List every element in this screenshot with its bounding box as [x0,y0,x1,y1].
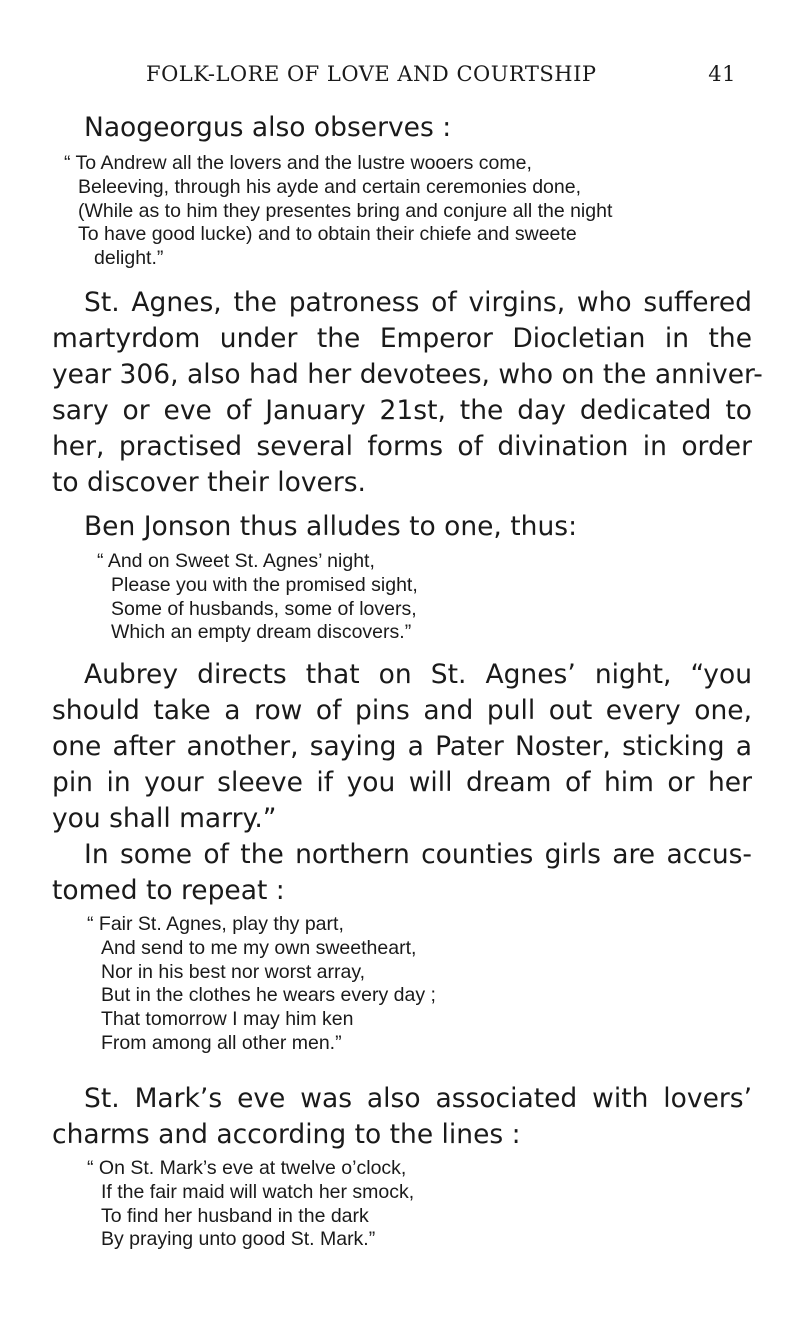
verse-line: “ And on Sweet St. Agnes’ night, [97,550,375,572]
verse-line: “ Fair St. Agnes, play thy part, [87,913,344,935]
paragraph-st-agnes [52,285,763,501]
text-line: sary or eve of January 21st, the day dedicated to [52,395,752,426]
verse-line: “ On St. Mark’s eve at twelve o’clock, [87,1157,407,1179]
text-line: year 306, also had her devotees, who on the anniver- [52,359,763,390]
verse-st-mark-eve [87,1157,415,1252]
verse-line: But in the clothes he wears every day ; [101,984,436,1007]
paragraph-st-mark [52,1081,752,1153]
page-number: 41 [708,62,736,86]
text-line: Aubrey directs that on St. Agnes’ night, “you [84,659,752,690]
verse-line: Some of husbands, some of lovers, [111,597,417,620]
text-line: one after another, saying a Pater Noster, sticking a [52,731,752,762]
verse-line: Beleeving, through his ayde and certain ceremonies done, [78,175,581,198]
paragraph-aubrey [52,657,752,837]
text-line: Naogeorgus also observes : [84,112,452,143]
paragraph-naogeorgus-intro [52,110,752,146]
verse-st-agnes-night [97,550,418,645]
verse-line: Which an empty dream discovers.” [111,621,412,644]
text-line: St. Mark’s eve was also associated with lovers’ [84,1083,752,1114]
text-line: should take a row of pins and pull out every one, [52,695,752,726]
text-line: Ben Jonson thus alludes to one, thus: [84,511,577,542]
text-line: tomed to repeat : [52,875,285,906]
verse-line: If the fair maid will watch her smock, [101,1180,415,1203]
paragraph-northern-counties [52,837,752,909]
text-line: you shall marry.” [52,803,277,834]
verse-line: “ To Andrew all the lovers and the lustre wooers come, [64,152,532,174]
text-line: martyrdom under the Emperor Diocletian in the [52,323,752,354]
verse-line: By praying unto good St. Mark.” [101,1228,376,1251]
verse-line: To have good lucke) and to obtain their chiefe and sweete [78,223,577,246]
verse-line: Please you with the promised sight, [111,573,418,596]
verse-line: From among all other men.” [101,1031,342,1054]
verse-line: And send to me my own sweetheart, [101,936,417,959]
verse-line: To find her husband in the dark [101,1204,369,1227]
verse-line: Nor in his best nor worst array, [101,960,366,983]
page-header [60,62,740,94]
verse-st-andrew [64,152,613,271]
verse-line: (While as to him they presentes bring and conjure all the night [78,199,613,222]
verse-line: delight.” [94,247,164,270]
verse-fair-st-agnes [87,913,436,1056]
text-line: her, practised several forms of divination in order [52,431,752,462]
text-line: charms and according to the lines : [52,1119,521,1150]
verse-line: That tomorrow I may him ken [101,1008,354,1031]
running-title: FOLK-LORE OF LOVE AND COURTSHIP [146,62,597,86]
text-line: to discover their lovers. [52,467,366,498]
text-line: In some of the northern counties girls are accus- [84,839,752,870]
paragraph-ben-jonson [52,509,752,545]
text-line: pin in your sleeve if you will dream of him or her [52,767,752,798]
text-line: St. Agnes, the patroness of virgins, who suffered [84,287,752,318]
